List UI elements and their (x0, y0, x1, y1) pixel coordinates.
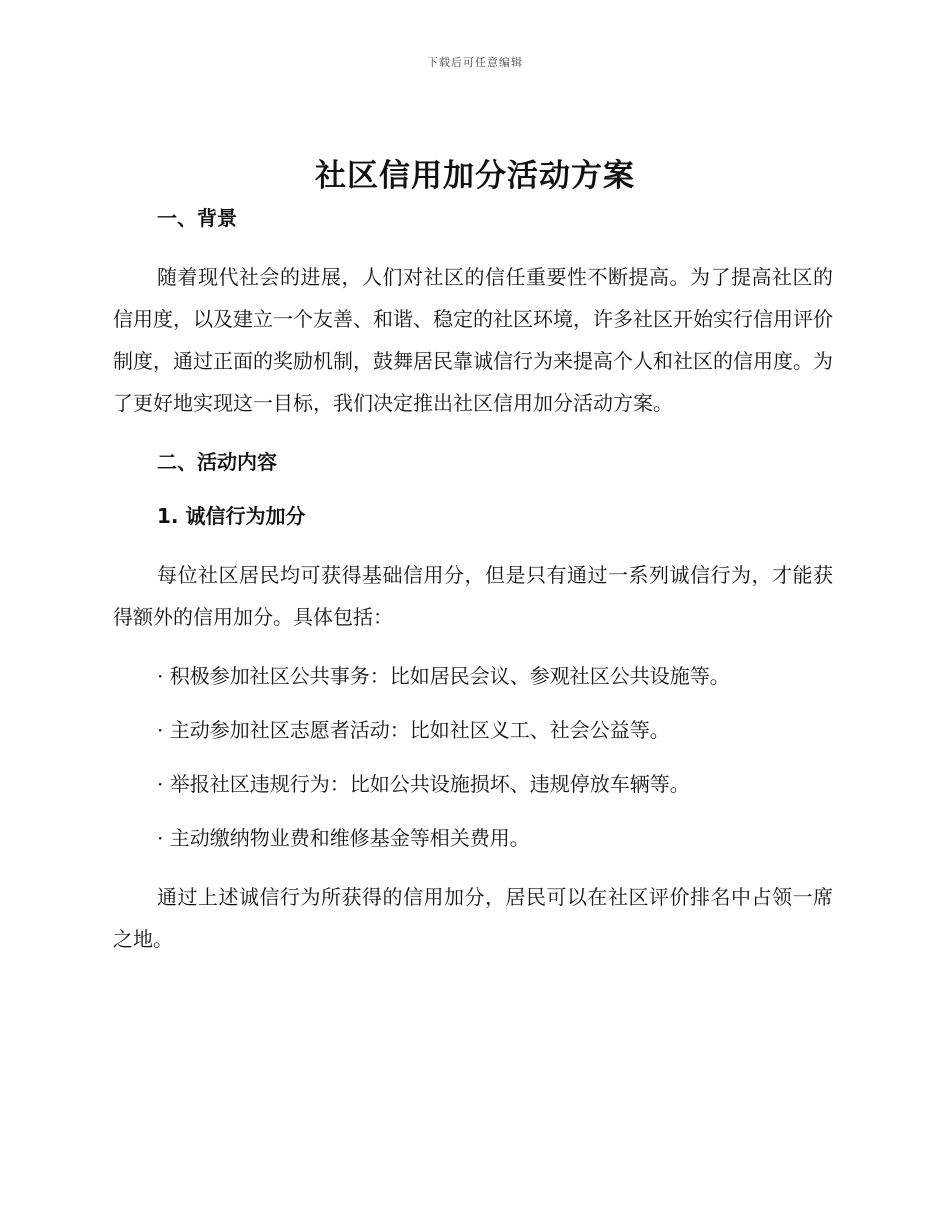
list-item: · 积极参加社区公共事务：比如居民会议、参观社区公共设施等。 (157, 664, 730, 688)
background-paragraph: 随着现代社会的进展，人们对社区的信任重要性不断提高。为了提高社区的信用度，以及建立一个友善、和谐、稳定的社区环境，许多社区开始实行信用评价制度，通过正面的奖励机制，鼓舞居民靠诚信行为来提高个人和社区的信用度。为了更好地实现这一目标，我们决定推出社区信用加分活动方案。 (113, 265, 833, 415)
conclusion-paragraph: 通过上述诚信行为所获得的信用加分，居民可以在社区评价排名中占领一席之地。 (113, 885, 833, 951)
subsection-heading-integrity: 1. 诚信行为加分 (157, 504, 306, 528)
header-note: 下载后可任意编辑 (427, 56, 523, 69)
list-item: · 主动缴纳物业费和维修基金等相关费用。 (157, 826, 530, 850)
section-heading-activity: 二、活动内容 (157, 450, 277, 474)
section-heading-background: 一、背景 (157, 206, 237, 230)
activity-intro-paragraph: 每位社区居民均可获得基础信用分，但是只有通过一系列诚信行为，才能获得额外的信用加分。具体包括： (113, 563, 833, 629)
list-item: · 主动参加社区志愿者活动：比如社区义工、社会公益等。 (157, 718, 670, 742)
document-title: 社区信用加分活动方案 (315, 158, 635, 194)
document-body (113, 202, 833, 960)
list-item: · 举报社区违规行为：比如公共设施损坏、违规停放车辆等。 (157, 772, 690, 796)
